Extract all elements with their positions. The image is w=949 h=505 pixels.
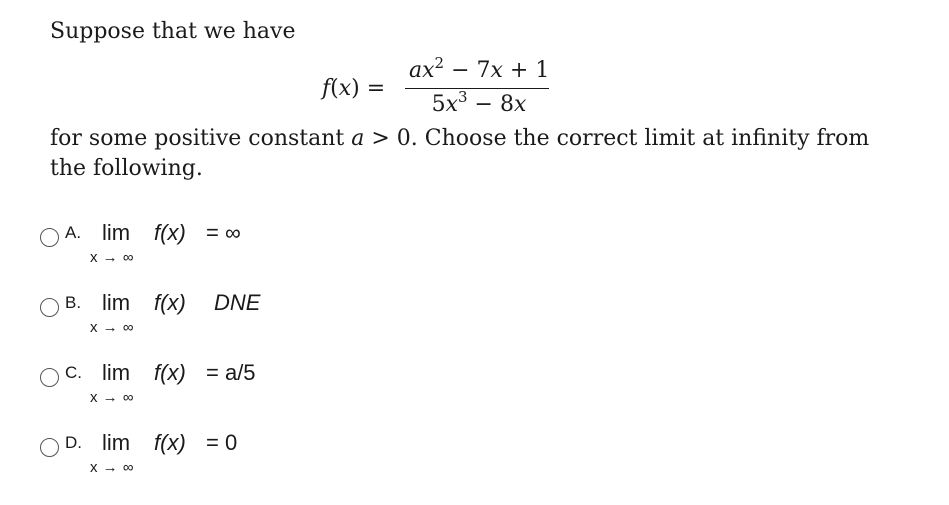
option-letter: D. <box>65 433 82 452</box>
radio-button[interactable] <box>40 298 59 317</box>
limit-value: = 0 <box>206 430 238 455</box>
option-a[interactable] <box>40 220 440 278</box>
question-intro: Suppose that we have <box>50 19 296 44</box>
function-label: f(x) <box>154 290 186 315</box>
lim-label: lim <box>102 290 131 315</box>
radio-button[interactable] <box>40 438 59 457</box>
radio-button[interactable] <box>40 368 59 387</box>
fraction-bar <box>405 88 549 89</box>
limit-value: = ∞ <box>206 220 241 245</box>
lim-label: lim <box>102 360 131 385</box>
equation-numerator: $ax^2 - 7x + 1$ <box>409 54 550 83</box>
lim-subscript: x → ∞ <box>90 389 135 406</box>
lim-label: lim <box>102 430 131 455</box>
option-letter: B. <box>65 293 82 312</box>
lim-subscript: x → ∞ <box>90 249 135 266</box>
limit-value: = a/5 <box>206 360 256 385</box>
option-b[interactable] <box>40 290 440 348</box>
limit-value: DNE <box>214 290 261 315</box>
function-label: f(x) <box>154 360 186 385</box>
question-prompt: for some positive constant a > 0. Choose the correct limit at infinity from the following. <box>50 126 870 181</box>
option-letter: A. <box>65 223 82 242</box>
option-d[interactable] <box>40 430 440 488</box>
option-c[interactable] <box>40 360 440 418</box>
equation-lhs: f(x) = <box>322 76 386 101</box>
equation-denominator: $5x^3 - 8x$ <box>431 88 527 117</box>
lim-label: lim <box>102 220 131 245</box>
option-letter: C. <box>65 363 82 382</box>
radio-button[interactable] <box>40 228 59 247</box>
function-label: f(x) <box>154 430 186 455</box>
lim-subscript: x → ∞ <box>90 319 135 336</box>
lim-subscript: x → ∞ <box>90 459 135 476</box>
function-label: f(x) <box>154 220 186 245</box>
